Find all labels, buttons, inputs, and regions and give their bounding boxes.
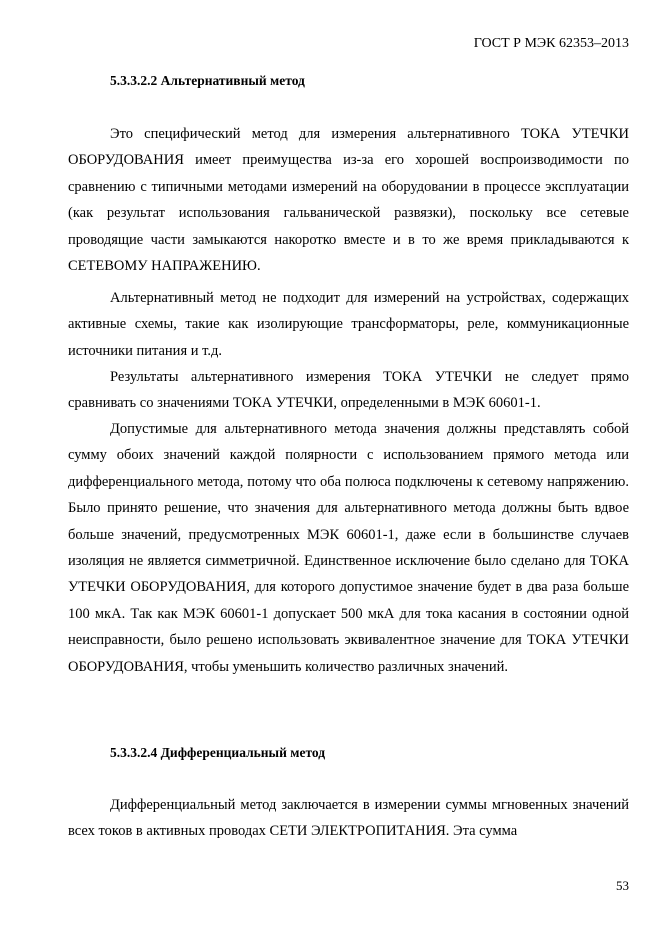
paragraph: Дифференциальный метод заключается в измерении суммы мгновенных значений всех токов в активных проводах СЕТИ ЭЛЕКТРОПИТАНИЯ. Эта сумма	[68, 797, 629, 840]
section-heading-alternative-method: 5.3.3.2.2 Альтернативный метод	[110, 73, 305, 88]
paragraph: Допустимые для альтернативного метода значения должны представлять собой сумму обоих значений каждой полярности с использованием прямого метода или дифференциального метода, потому что оба полюса подключены к сетевому напряжению. Было принято решение, что значения для альтернативного метода должны быть вдвое больше значений, предусмотренных МЭК 60601-1, даже если в большинстве случаев изоляция не является симметричной. Единственное исключение было сделано для ТОКА УТЕЧКИ ОБОРУДОВАНИЯ, для которого допустимое значение будет в два раза больше 100 мкА. Так как МЭК 60601-1 допускает 500 мкА для тока касания в состоянии одной неисправности, было решено использовать эквивалентное значение для ТОКА УТЕЧКИ ОБОРУДОВАНИЯ, чтобы уменьшить количество различных значений.	[68, 421, 629, 675]
page-number: 53	[616, 878, 629, 893]
section-heading-differential-method: 5.3.3.2.4 Дифференциальный метод	[110, 745, 326, 760]
paragraph: Результаты альтернативного измерения ТОКА УТЕЧКИ не следует прямо сравнивать со значениями ТОКА УТЕЧКИ, определенными в МЭК 60601-1.	[68, 369, 629, 412]
paragraph: Альтернативный метод не подходит для измерений на устройствах, содержащих активные схемы, такие как изолирующие трансформаторы, реле, коммуникационные источники питания и т.д.	[68, 290, 629, 359]
standard-header: ГОСТ Р МЭК 62353–2013	[473, 36, 629, 51]
paragraph: Это специфический метод для измерения альтернативного ТОКА УТЕЧКИ ОБОРУДОВАНИЯ имеет преимущества из-за его хорошей воспроизводимости по сравнению с типичными методами измерений на оборудовании в процессе эксплуатации (как результат использования гальванической развязки), поскольку все сетевые проводящие части замыкаются накоротко вместе и в то же время прикладываются к СЕТЕВОМУ НАПРАЖЕНИЮ.	[68, 126, 629, 275]
